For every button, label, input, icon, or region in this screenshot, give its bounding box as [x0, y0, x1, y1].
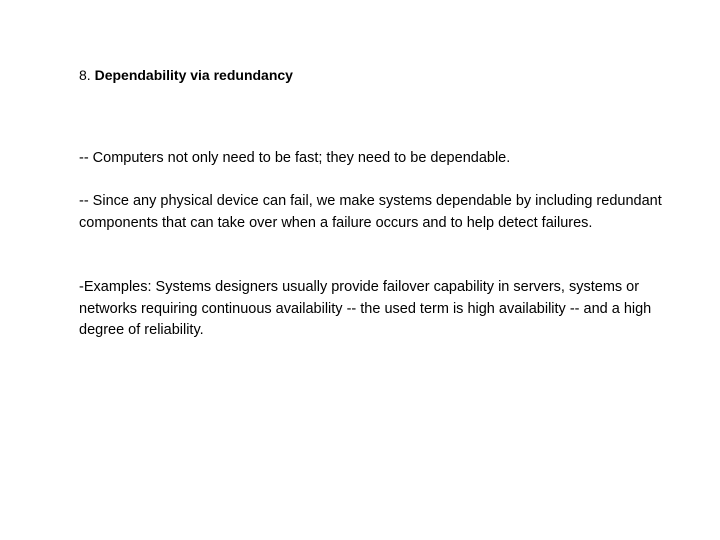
heading-number: 8. — [79, 67, 91, 83]
paragraph-speed: -- Computers not only need to be fast; they need to be dependable. — [79, 150, 511, 166]
heading-title: Dependability via redundancy — [94, 67, 293, 83]
paragraph-redundancy: -- Since any physical device can fail, we make systems dependable by including redundant components that can take over when a failure occurs and to help detect failures. — [79, 193, 662, 231]
paragraph-examples: -Examples: Systems designers usually provide failover capability in servers, systems or networks requiring continuous availability -- the used term is high availability -- and a high degree of reliability. — [79, 279, 652, 338]
slide-heading — [79, 65, 293, 85]
